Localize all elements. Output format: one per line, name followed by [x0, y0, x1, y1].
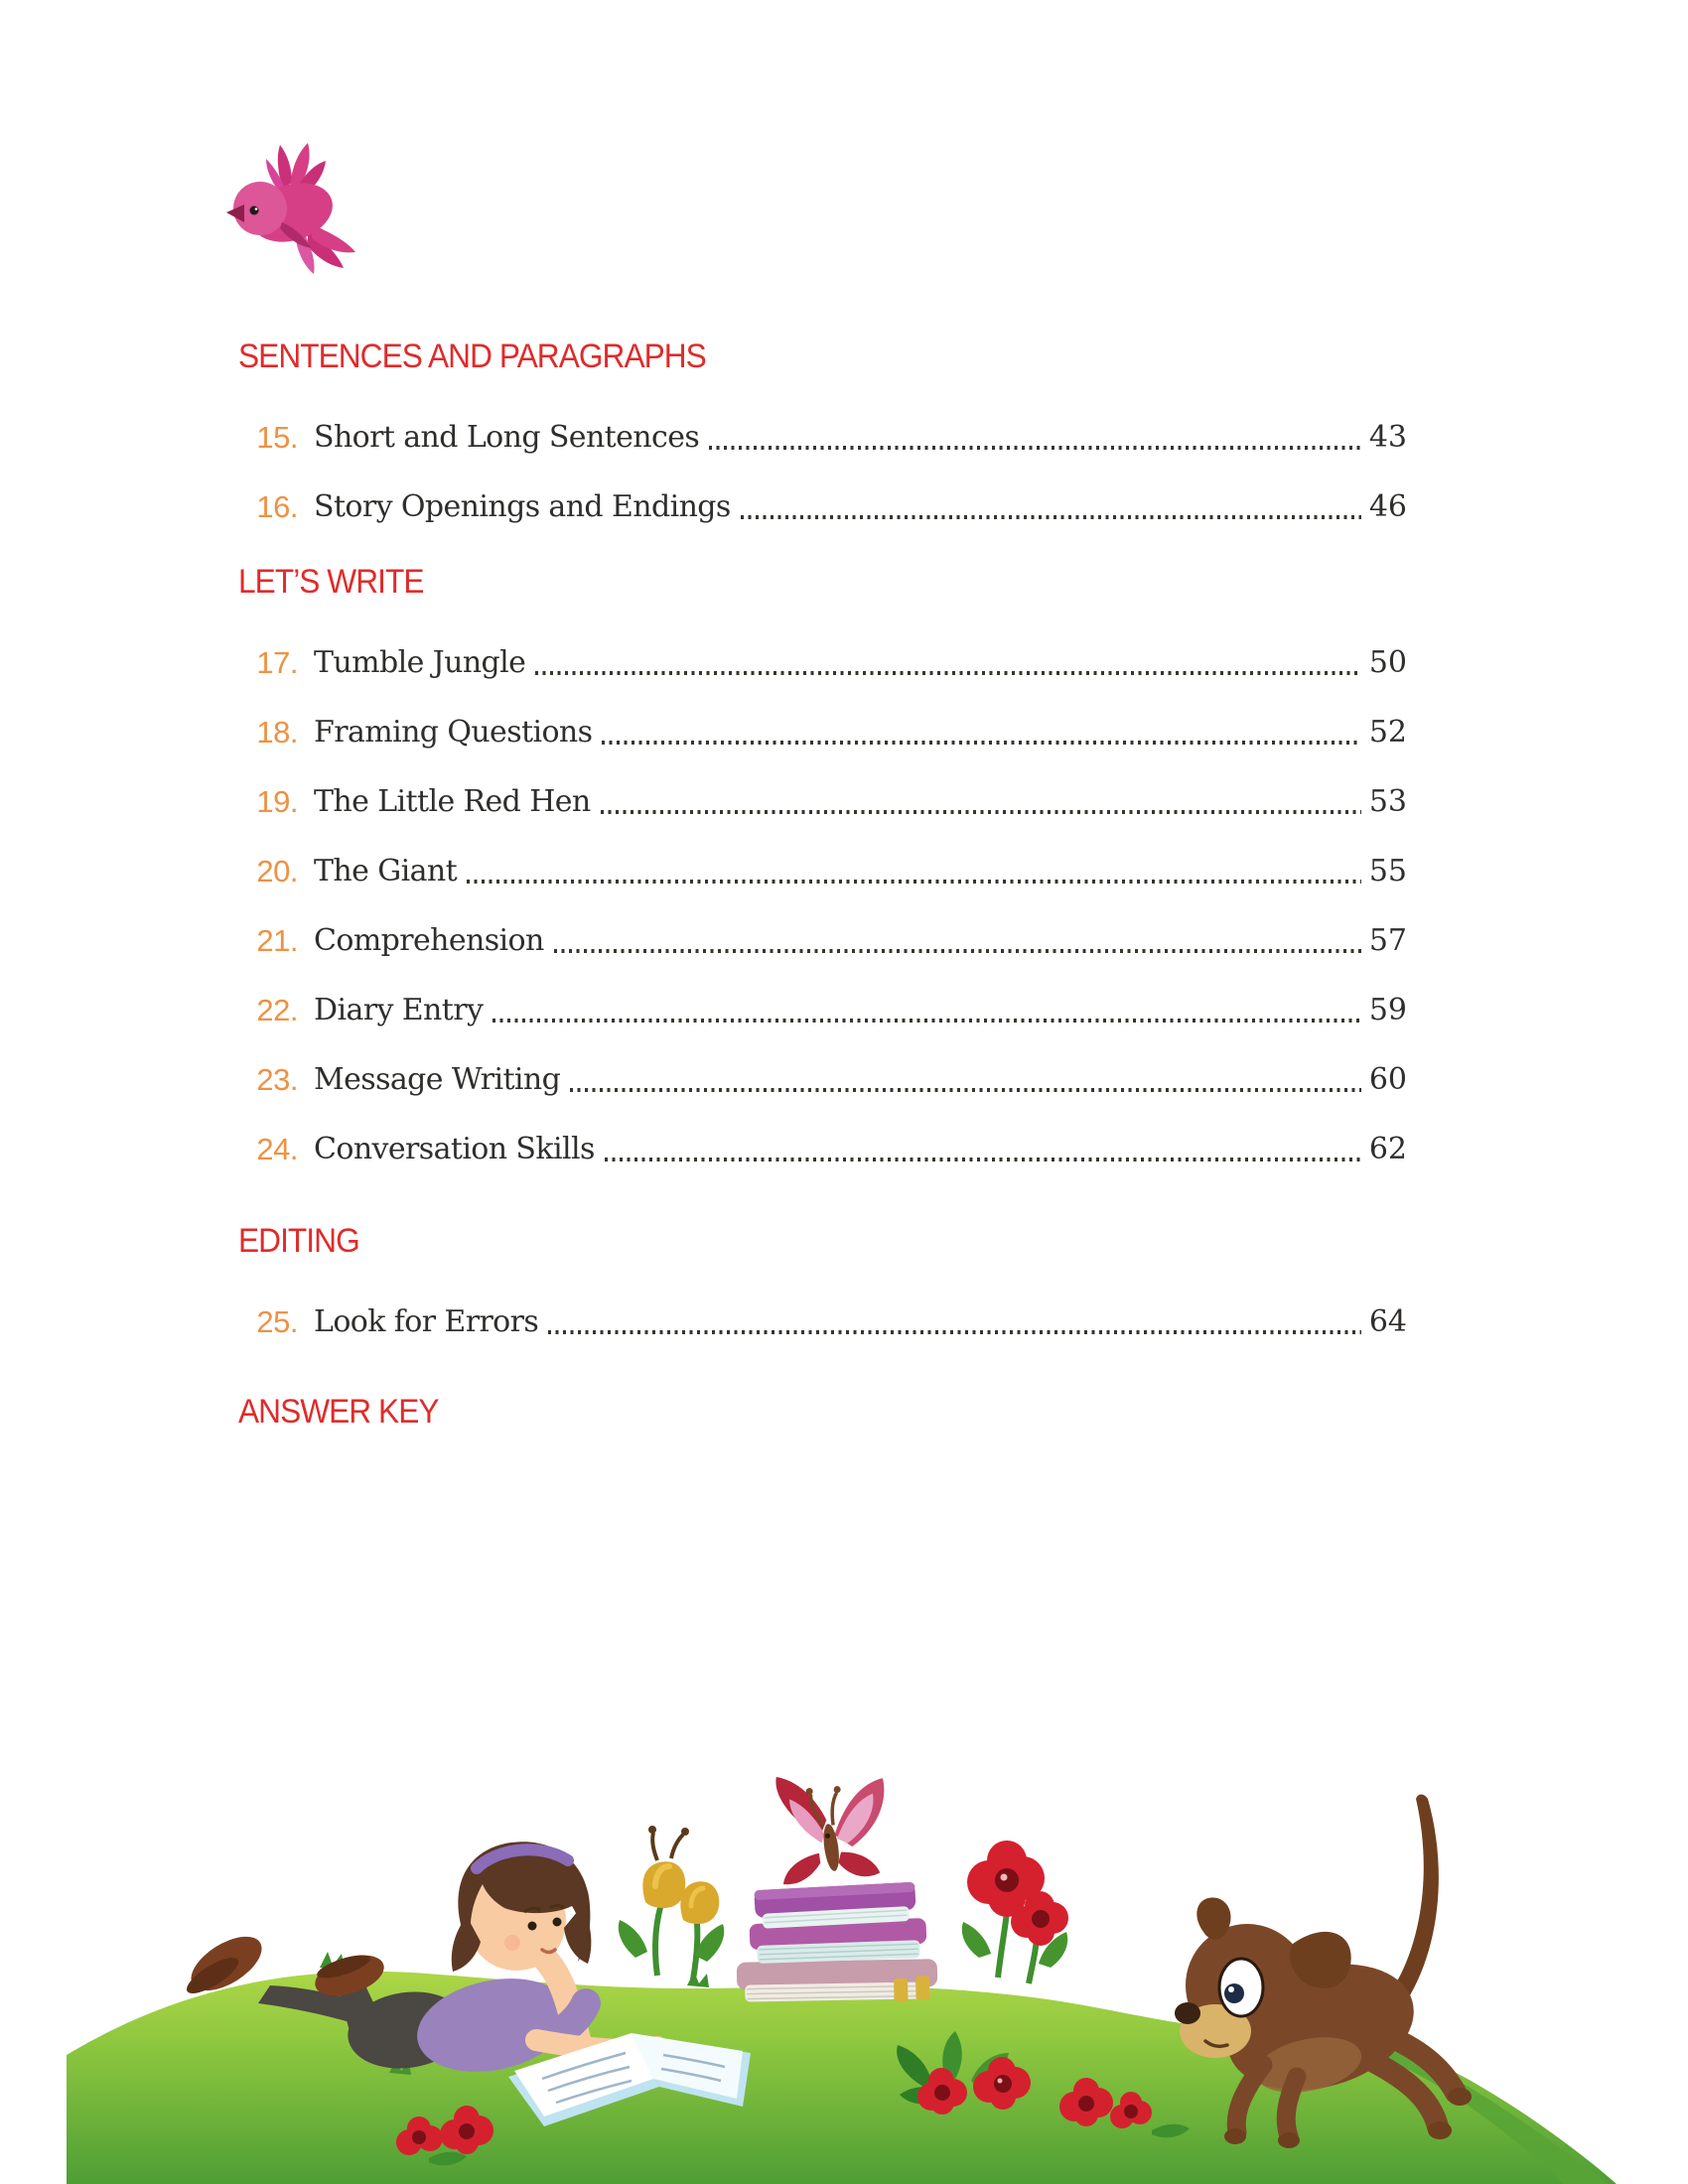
- entry-page-number: 52: [1368, 715, 1407, 750]
- entry-number: 25.: [256, 1304, 298, 1339]
- entry-title: Conversation Skills: [314, 1132, 595, 1166]
- entry-number: 17.: [256, 645, 298, 680]
- entry-number: 15.: [256, 420, 298, 455]
- toc-section: [238, 1221, 1407, 1372]
- toc-entry: [238, 1130, 1407, 1199]
- entry-page-number: 43: [1368, 420, 1407, 455]
- book-stack: [737, 1882, 938, 2005]
- girl-eye: [528, 1922, 537, 1931]
- dog-nose: [1175, 2002, 1200, 2024]
- bird-eye-glint: [255, 207, 258, 210]
- entry-number: 16.: [256, 489, 298, 524]
- entry-page-number: 57: [1368, 923, 1407, 958]
- dotted-leader: [492, 1019, 1360, 1023]
- section-heading: ANSWER KEY: [238, 1393, 439, 1431]
- entry-page-number: 50: [1368, 645, 1407, 680]
- toc-entry: [238, 1302, 1407, 1372]
- toc-entry: [238, 713, 1407, 782]
- entry-number: 20.: [256, 854, 298, 888]
- bird-eye: [250, 206, 259, 215]
- dog-front-leg: [1286, 2077, 1297, 2136]
- dotted-leader: [741, 515, 1361, 519]
- entry-title: Comprehension: [314, 923, 544, 958]
- entry-page-number: 59: [1368, 993, 1407, 1027]
- toc-entry: [238, 782, 1407, 852]
- entry-title: Message Writing: [314, 1062, 561, 1097]
- entry-title: The Giant: [314, 854, 458, 888]
- entry-number: 21.: [256, 923, 298, 958]
- entry-page-number: 64: [1368, 1304, 1407, 1339]
- poppy-flowers: [962, 1841, 1068, 1983]
- table-of-contents: [238, 337, 1407, 1473]
- toc-entry: [238, 643, 1407, 713]
- dotted-leader: [535, 671, 1361, 675]
- entry-page-number: 46: [1368, 489, 1407, 524]
- entry-title: Look for Errors: [314, 1304, 539, 1339]
- toc-entry: [238, 1060, 1407, 1130]
- dotted-leader: [548, 1330, 1361, 1334]
- toc-entry: [238, 991, 1407, 1060]
- pink-bird-illustration: [220, 137, 369, 276]
- grass-tuft: [687, 1972, 709, 1987]
- tulip-flowers: [619, 1826, 724, 1979]
- section-heading: LET’S WRITE: [238, 563, 424, 601]
- girl-eye: [553, 1918, 562, 1927]
- girl-blush: [504, 1935, 520, 1951]
- entry-page-number: 60: [1368, 1062, 1407, 1097]
- entry-number: 18.: [256, 715, 298, 750]
- entry-title: Story Openings and Endings: [314, 489, 731, 524]
- toc-section: [238, 1392, 1407, 1432]
- dotted-leader: [570, 1088, 1361, 1092]
- dotted-leader: [605, 1158, 1361, 1161]
- entry-number: 19.: [256, 784, 298, 819]
- toc-entry: [238, 418, 1407, 487]
- toc-entry: [238, 921, 1407, 991]
- toc-entry: [238, 852, 1407, 921]
- entry-title: Tumble Jungle: [314, 645, 526, 680]
- entry-title: Framing Questions: [314, 715, 593, 750]
- dotted-leader: [602, 741, 1360, 745]
- section-heading: EDITING: [238, 1222, 359, 1260]
- entry-title: Short and Long Sentences: [314, 420, 700, 455]
- toc-entry: [238, 487, 1407, 557]
- entry-page-number: 55: [1368, 854, 1407, 888]
- dotted-leader: [709, 446, 1361, 450]
- meadow-illustration: [0, 1737, 1688, 2184]
- toc-section: [238, 562, 1407, 1199]
- entry-page-number: 53: [1368, 784, 1407, 819]
- entry-number: 24.: [256, 1132, 298, 1166]
- entry-title: Diary Entry: [314, 993, 484, 1027]
- dotted-leader: [601, 810, 1361, 814]
- toc-section: [238, 337, 1407, 557]
- dotted-leader: [467, 880, 1361, 884]
- butterfly-illustration: [769, 1762, 897, 1888]
- entry-number: 22.: [256, 993, 298, 1027]
- entry-number: 23.: [256, 1062, 298, 1097]
- section-heading: SENTENCES AND PARAGRAPHS: [238, 338, 706, 375]
- entry-title: The Little Red Hen: [314, 784, 591, 819]
- entry-page-number: 62: [1368, 1132, 1407, 1166]
- dotted-leader: [554, 949, 1361, 953]
